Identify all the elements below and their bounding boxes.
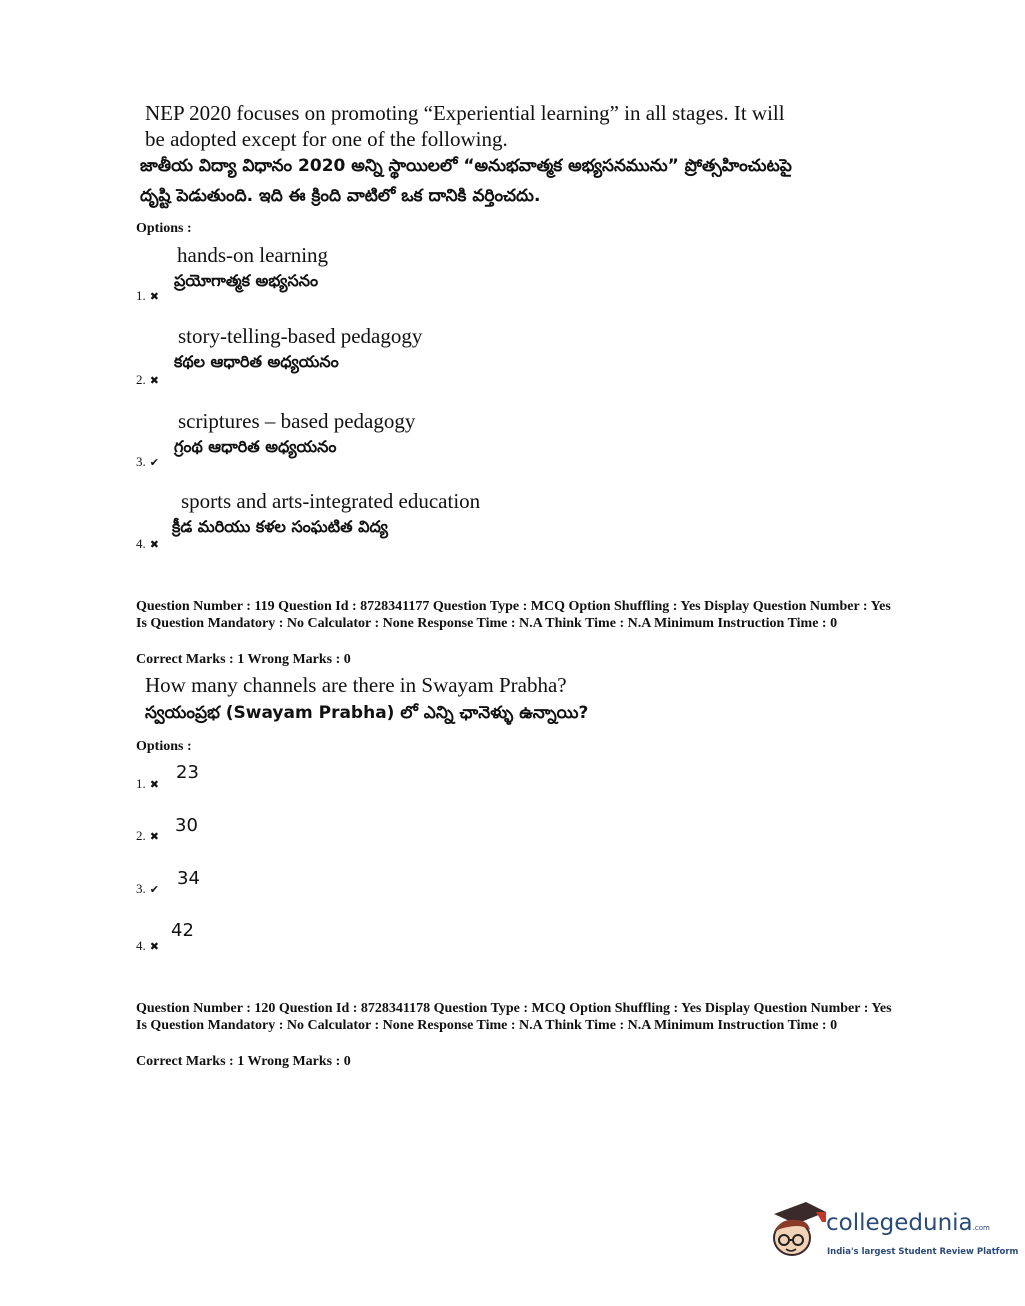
option-2-marker	[136, 371, 159, 389]
option-4-text-te: క్రీడ మరియు కళల సంఘటిత విద్య	[172, 517, 388, 536]
logo-name: collegedunia	[826, 1210, 973, 1236]
options-label: Options :	[136, 739, 192, 754]
option-1-value: 23	[176, 762, 199, 783]
option-1-text-te: ప్రయోగాత్మక అభ్యసనం	[174, 271, 319, 290]
question-text-en-line1: NEP 2020 focuses on promoting “Experiential learning” in all stages. It will	[145, 101, 785, 125]
option-4-marker	[136, 937, 159, 955]
option-4-value: 42	[171, 920, 194, 941]
option-3-value: 34	[177, 868, 200, 889]
option-number: 4.	[136, 938, 146, 953]
question-text-te-line1: జాతీయ విద్యా విధానం 2020 అన్ని స్థాయిలలో “అనుభవాత్మక అభ్యసనమును” ప్రోత్సహించుటపై	[140, 156, 792, 176]
option-2-marker	[136, 827, 159, 845]
question-119-meta: Question Number : 119 Question Id : 8728341177 Question Type : MCQ Option Shuffling : Yes Display Question Number : Yes Is Question Mandatory : No Calculator : None Response Time : N.A Think Time : N.A Minimum Instruction Time : 0	[136, 599, 891, 631]
option-1-marker	[136, 775, 159, 793]
cross-icon: ✖	[149, 374, 159, 387]
cross-icon: ✖	[149, 778, 159, 791]
cross-icon: ✖	[149, 538, 159, 551]
option-number: 3.	[136, 454, 146, 469]
question-120-marks: Correct Marks : 1 Wrong Marks : 0	[136, 1054, 351, 1069]
option-number: 4.	[136, 536, 146, 551]
question-119-text-te: స్వయంప్రభ (Swayam Prabha) లో ఎన్ని ఛానెళ్ళు ఉన్నాయి?	[145, 703, 589, 723]
option-number: 1.	[136, 776, 146, 791]
question-119-marks: Correct Marks : 1 Wrong Marks : 0	[136, 652, 351, 667]
option-4-text-en: sports and arts-integrated education	[181, 489, 481, 513]
cross-icon: ✖	[149, 830, 159, 843]
option-2-value: 30	[175, 815, 198, 836]
question-119-text-en: How many channels are there in Swayam Prabha?	[145, 673, 567, 697]
logo-wordmark	[826, 1210, 990, 1236]
option-2-text-te: కథల ఆధారిత అధ్యయనం	[174, 352, 339, 371]
check-icon: ✔	[149, 883, 159, 896]
option-number: 3.	[136, 881, 146, 896]
option-1-text-en: hands-on learning	[177, 243, 329, 267]
option-2-text-en: story-telling-based pedagogy	[178, 324, 423, 348]
option-3-text-te: గ్రంథ ఆధారిత అధ్యయనం	[174, 437, 337, 456]
cross-icon: ✖	[149, 290, 159, 303]
option-1-marker	[136, 287, 159, 305]
logo-tagline: India's largest Student Review Platform	[827, 1247, 1019, 1257]
option-3-marker	[136, 880, 159, 898]
options-label: Options :	[136, 221, 192, 236]
option-3-marker	[136, 453, 159, 471]
option-3-text-en: scriptures – based pedagogy	[178, 409, 416, 433]
question-120-meta: Question Number : 120 Question Id : 8728341178 Question Type : MCQ Option Shuffling : Yes Display Question Number : Yes Is Question Mandatory : No Calculator : None Response Time : N.A Think Time : N.A Minimum Instruction Time : 0	[136, 1001, 892, 1033]
check-icon: ✔	[149, 456, 159, 469]
logo-mascot-icon	[766, 1200, 830, 1264]
option-4-marker	[136, 535, 159, 553]
option-number: 2.	[136, 828, 146, 843]
question-text-en-line2: be adopted except for one of the following.	[145, 127, 508, 151]
question-text-te-line2: దృష్టి పెడుతుంది. ఇది ఈ క్రింది వాటిలో ఒక దానికి వర్తించదు.	[140, 186, 541, 206]
option-number: 1.	[136, 288, 146, 303]
logo-suffix: .com	[972, 1224, 990, 1232]
option-number: 2.	[136, 372, 146, 387]
cross-icon: ✖	[149, 940, 159, 953]
